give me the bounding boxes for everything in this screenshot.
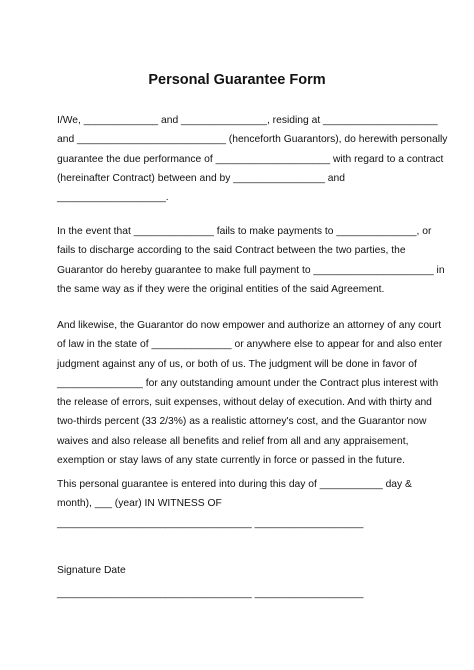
paragraph-line: judgment against any of us, or both of us. The judgment will be done in favor of — [57, 358, 417, 370]
paragraph-line: I/We, _____________ and _______________, residing at ____________________ — [57, 115, 438, 126]
paragraph-line: month), ___ (year) IN WITNESS OF — [57, 498, 222, 510]
paragraph-line: ___________________. — [57, 192, 169, 204]
paragraph-line: And likewise, the Guarantor do now empower and authorize an attorney of any court — [57, 320, 442, 331]
attorney-authorization-paragraph — [57, 316, 443, 470]
paragraph-line: of law in the state of ______________ or anywhere else to appear for and also enter — [57, 339, 443, 351]
paragraph-line: _______________ for any outstanding amount under the Contract plus interest with — [57, 377, 439, 389]
paragraph-line: exemption or stay laws of any state currently in force or passed in the future. — [57, 455, 405, 467]
paragraph-line: In the event that ______________ fails to make payments to ______________, or — [57, 226, 432, 237]
paragraph-line: the release of errors, suit expenses, without delay of execution. And with thirty and — [57, 397, 432, 409]
signature-date-label: Signature Date — [57, 565, 126, 576]
paragraph-line: two-thirds percent (33 2/3%) as a realistic attorney's cost, and the Guarantor now — [57, 416, 427, 428]
paragraph-line: (hereinafter Contract) between and by ________________ and — [57, 172, 345, 184]
paragraph-line: and __________________________ (henceforth Guarantors), do herewith personally — [57, 134, 448, 146]
paragraph-line: Guarantor do hereby guarantee to make full payment to _____________________ in — [57, 264, 445, 276]
guarantor-parties-paragraph — [57, 111, 448, 207]
paragraph-line: fails to discharge according to the said Contract between the two parties, the — [57, 245, 406, 257]
witness-date-paragraph — [57, 475, 427, 514]
signature-blank-line-bottom: __________________________________ ___________________ — [57, 588, 364, 599]
paragraph-line: waives and also release all benefits and relief from all and any appraisement, — [57, 435, 409, 447]
form-title: Personal Guarantee Form — [148, 72, 326, 88]
paragraph-line: the same way as if they were the original entities of the said Agreement. — [57, 283, 385, 295]
paragraph-line: guarantee the due performance of ____________________ with regard to a contract — [57, 153, 444, 165]
signature-blank-line-top: __________________________________ ___________________ — [57, 518, 364, 529]
paragraph-line: This personal guarantee is entered into during this day of ___________ day & — [57, 479, 412, 490]
default-payment-paragraph — [57, 222, 445, 299]
